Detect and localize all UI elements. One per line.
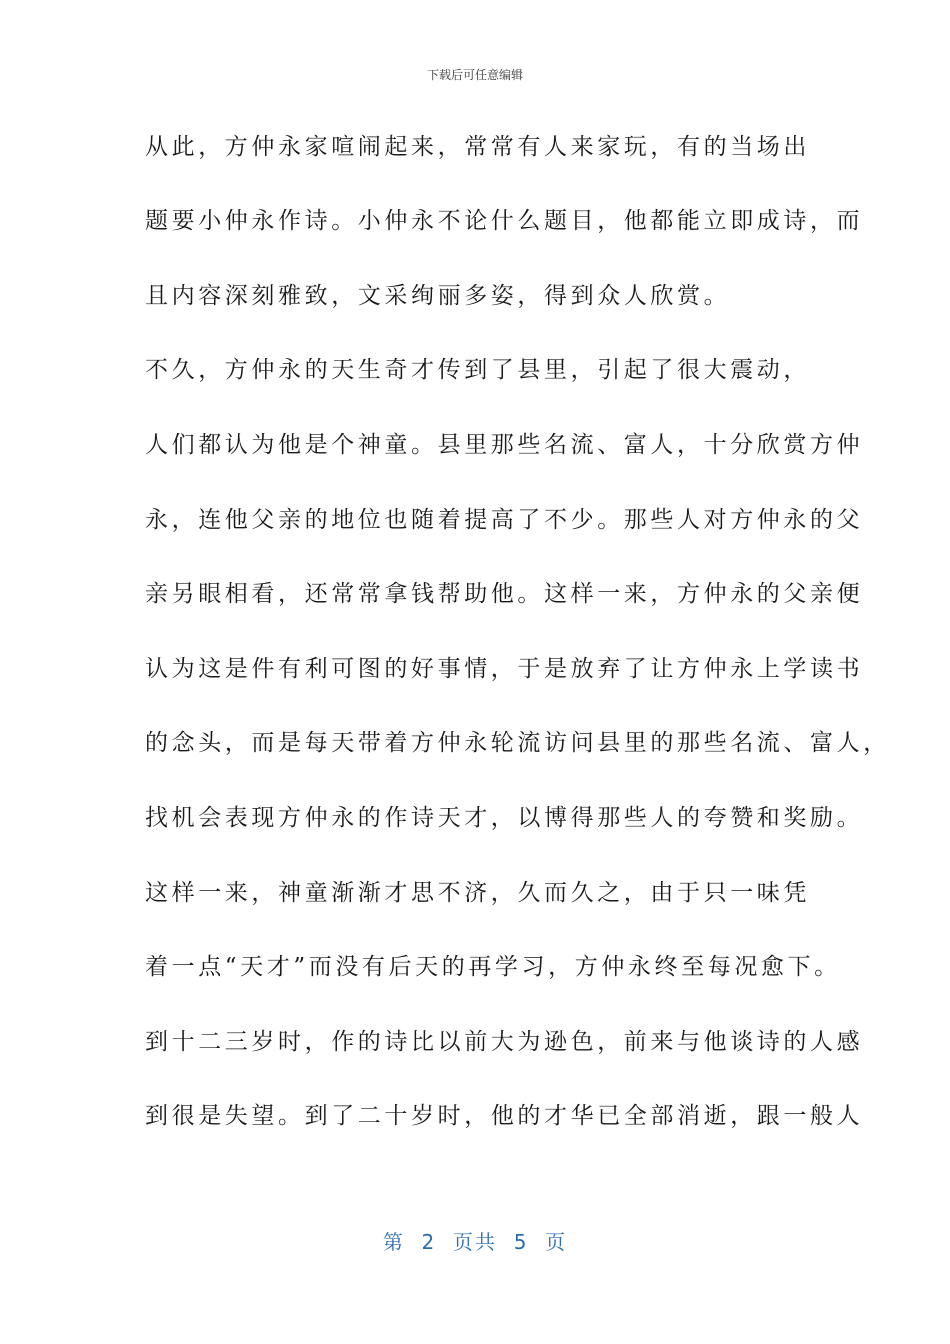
body-line: 永，连他父亲的地位也随着提高了不少。那些人对方仲永的父 bbox=[145, 507, 864, 533]
body-line: 题要小仲永作诗。小仲永不论什么题目，他都能立即成诗，而 bbox=[145, 208, 864, 234]
header-note: 下载后可任意编辑 bbox=[426, 68, 523, 82]
page-indicator: 第 2 页共 5 页 bbox=[382, 1230, 568, 1254]
body-line: 到很是失望。到了二十岁时，他的才华已全部消逝，跟一般人 bbox=[145, 1103, 864, 1129]
body-line: 且内容深刻雅致，文采绚丽多姿，得到众人欣赏。 bbox=[145, 283, 731, 309]
body-line: 到十二三岁时，作的诗比以前大为逊色，前来与他谈诗的人感 bbox=[145, 1029, 864, 1055]
body-line: 的念头，而是每天带着方仲永轮流访问县里的那些名流、富人， bbox=[145, 730, 890, 756]
body-line: 这样一来，神童渐渐才思不济，久而久之，由于只一味凭 bbox=[145, 880, 810, 906]
body-line: 认为这是件有利可图的好事情，于是放弃了让方仲永上学读书 bbox=[145, 656, 864, 682]
body-line: 人们都认为他是个神童。县里那些名流、富人，十分欣赏方仲 bbox=[145, 432, 864, 458]
body-line: 着一点“天才”而没有后天的再学习，方仲永终至每况愈下。 bbox=[145, 954, 841, 980]
body-line: 亲另眼相看，还常常拿钱帮助他。这样一来，方仲永的父亲便 bbox=[145, 581, 864, 607]
body-line: 找机会表现方仲永的作诗天才，以博得那些人的夸赞和奖励。 bbox=[145, 805, 864, 831]
body-line: 不久，方仲永的天生奇才传到了县里，引起了很大震动， bbox=[145, 357, 810, 383]
body-line: 从此，方仲永家喧闹起来，常常有人来家玩，有的当场出 bbox=[145, 134, 810, 160]
